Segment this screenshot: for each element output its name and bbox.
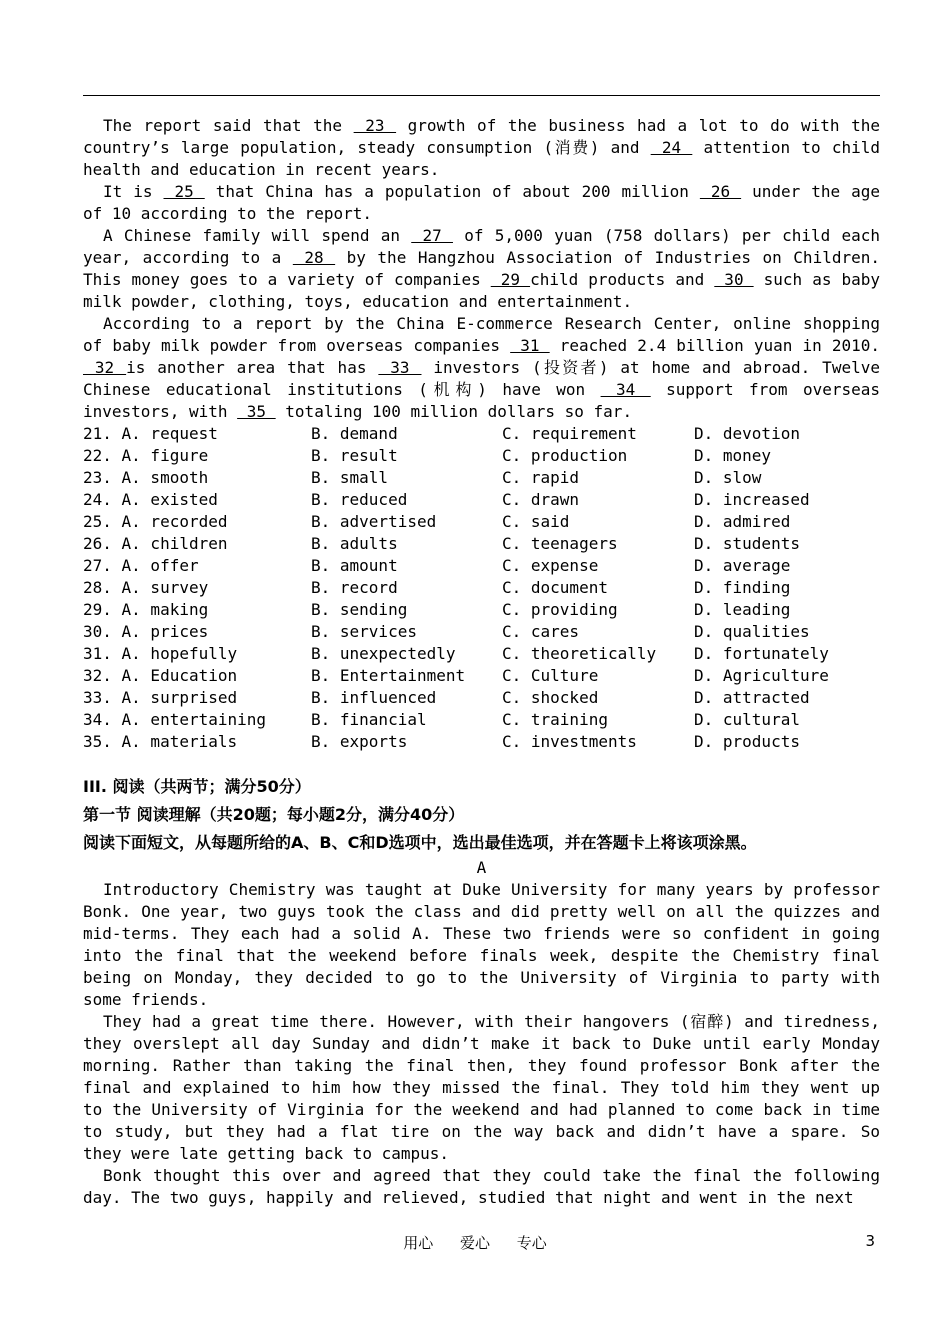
blank-30: 30 <box>714 270 754 289</box>
header-rule <box>83 95 880 96</box>
option-row-24 <box>83 489 880 511</box>
option-row-35 <box>83 731 880 753</box>
option-a: 23. A. smooth <box>83 468 209 487</box>
option-a: 21. A. request <box>83 424 218 443</box>
reading-paragraph-1: Introductory Chemistry was taught at Duke University for many years by professor Bonk. One year, two guys took the class and did pretty well on all the quizzes and mid-terms. They each had a solid A. These two friends were so confident in going into the final that the weekend before finals week, despite the Chemistry final being on Monday, they decided to go to the University of Virginia to party with some friends. <box>83 880 880 1009</box>
option-row-26 <box>83 533 880 555</box>
option-b: B. financial <box>311 710 427 729</box>
option-b: B. unexpectedly <box>311 644 456 663</box>
text: attention to child health and education in recent years. <box>83 138 880 179</box>
option-c: C. teenagers <box>502 534 618 553</box>
option-a: 29. A. making <box>83 600 209 619</box>
blank-25: 25 <box>163 182 205 201</box>
option-b: B. small <box>311 468 389 487</box>
option-a: 32. A. Education <box>83 666 238 685</box>
option-d: D. fortunately <box>694 644 829 663</box>
option-c: C. rapid <box>502 468 580 487</box>
text: child products and <box>530 270 715 289</box>
option-b: B. services <box>311 622 417 641</box>
option-d: D. slow <box>694 468 762 487</box>
blank-27: 27 <box>411 226 453 245</box>
blank-31: 31 <box>510 336 550 355</box>
option-a: 22. A. figure <box>83 446 209 465</box>
option-a: 34. A. entertaining <box>83 710 267 729</box>
part-title: 第一节 阅读理解（共20题；每小题2分，满分40分） <box>83 805 465 824</box>
option-row-30 <box>83 621 880 643</box>
option-c: C. training <box>502 710 608 729</box>
option-c: C. Culture <box>502 666 599 685</box>
instruction: 阅读下面短文，从每题所给的A、B、C和D选项中，选出最佳选项，并在答题卡上将该项涂黑。 <box>83 833 757 852</box>
option-row-23 <box>83 467 880 489</box>
option-a: 35. A. materials <box>83 732 238 751</box>
option-c: C. said <box>502 512 570 531</box>
option-b: B. influenced <box>311 688 437 707</box>
text: A Chinese family will spend an <box>103 226 412 245</box>
text: of 5,000 yuan (758 dollars) per child each year, according to a <box>83 226 880 267</box>
option-row-29 <box>83 599 880 621</box>
text: is another area that has <box>126 358 379 377</box>
option-row-28 <box>83 577 880 599</box>
blank-34: 34 <box>600 380 651 399</box>
option-b: B. exports <box>311 732 408 751</box>
option-d: D. Agriculture <box>694 666 829 685</box>
text: by the Hangzhou Association of Industries on Children. This money goes to a variety of companies <box>83 248 880 289</box>
blank-23: 23 <box>353 116 397 135</box>
option-d: D. qualities <box>694 622 810 641</box>
text: reached 2.4 billion yuan in 2010. <box>549 336 881 355</box>
section-title: III. 阅读（共两节；满分50分） <box>83 777 311 796</box>
blank-28: 28 <box>292 248 336 267</box>
cloze-paragraph-3 <box>83 225 880 313</box>
option-a: 28. A. survey <box>83 578 209 597</box>
option-d: D. devotion <box>694 424 800 443</box>
footer-motto: 用心 爱心 专心 <box>403 1234 547 1252</box>
text: The report said that the <box>103 116 354 135</box>
option-d: D. admired <box>694 512 791 531</box>
option-c: C. expense <box>502 556 599 575</box>
option-c: C. theoretically <box>502 644 657 663</box>
option-d: D. finding <box>694 578 791 597</box>
text: investors (投资者) at home and abroad. Twelve Chinese educational institutions (机构) have won <box>83 358 880 399</box>
option-c: C. document <box>502 578 608 597</box>
text: under the age of 10 according to the report. <box>83 182 881 223</box>
option-b: B. Entertainment <box>311 666 466 685</box>
option-c: C. investments <box>502 732 637 751</box>
blank-35: 35 <box>237 402 276 421</box>
option-c: C. production <box>502 446 628 465</box>
page-number: 3 <box>865 1232 875 1250</box>
option-d: D. cultural <box>694 710 800 729</box>
option-c: C. cares <box>502 622 580 641</box>
text: support from overseas investors, with <box>83 380 881 421</box>
option-b: B. record <box>311 578 398 597</box>
reading-paragraph-2: They had a great time there. However, with their hangovers (宿醉) and tiredness, they overslept all day Sunday and didn’t make it back to Duke until early Monday morning. Rather than taking the final then, they found professor Bonk after the final and explained to him how they missed the final. They told him they went up to the University of Virginia for the weekend and had planned to come back in time to study, but they had a flat tire on the way back and didn’t have a spare. So they were late getting back to campus. <box>83 1012 880 1163</box>
blank-24: 24 <box>650 138 693 157</box>
option-a: 31. A. hopefully <box>83 644 238 663</box>
option-a: 27. A. offer <box>83 556 199 575</box>
option-d: D. students <box>694 534 800 553</box>
option-row-33 <box>83 687 880 709</box>
option-c: C. providing <box>502 600 618 619</box>
option-row-32 <box>83 665 880 687</box>
option-c: C. requirement <box>502 424 637 443</box>
blank-33: 33 <box>378 358 422 377</box>
option-d: D. average <box>694 556 791 575</box>
option-d: D. leading <box>694 600 791 619</box>
options-list <box>83 423 880 753</box>
option-b: B. demand <box>311 424 398 443</box>
blank-29: 29 <box>490 270 531 289</box>
text: It is <box>103 182 164 201</box>
text: totaling 100 million dollars so far. <box>275 402 633 421</box>
option-c: C. shocked <box>502 688 599 707</box>
cloze-paragraph-4 <box>83 313 880 423</box>
content <box>83 115 880 1209</box>
option-row-27 <box>83 555 880 577</box>
option-row-34 <box>83 709 880 731</box>
option-row-25 <box>83 511 880 533</box>
option-row-31 <box>83 643 880 665</box>
option-b: B. reduced <box>311 490 408 509</box>
cloze-paragraph-1 <box>83 115 880 181</box>
blank-26: 26 <box>699 182 742 201</box>
reading-paragraph-3: Bonk thought this over and agreed that they could take the final the following day. The two guys, happily and relieved, studied that night and went in the next <box>83 1166 880 1207</box>
option-row-22 <box>83 445 880 467</box>
option-b: B. amount <box>311 556 398 575</box>
option-a: 30. A. prices <box>83 622 209 641</box>
option-b: B. result <box>311 446 398 465</box>
text: that China has a population of about 200 million <box>204 182 700 201</box>
cloze-paragraph-2 <box>83 181 880 225</box>
option-d: D. attracted <box>694 688 810 707</box>
option-row-21 <box>83 423 880 445</box>
option-a: 33. A. surprised <box>83 688 238 707</box>
text: According to a report by the China E-commerce Research Center, online shopping of baby milk powder from overseas companies <box>83 314 880 355</box>
option-d: D. money <box>694 446 772 465</box>
blank-32: 32 <box>83 358 127 377</box>
option-a: 25. A. recorded <box>83 512 228 531</box>
text: growth of the business had a lot to do with the country’s large population, steady consumption (消费) and <box>83 116 881 157</box>
section-reading <box>83 773 880 1209</box>
option-c: C. drawn <box>502 490 580 509</box>
text: such as baby milk powder, clothing, toys, education and entertainment. <box>83 270 881 311</box>
passage-letter: A <box>476 858 487 877</box>
option-a: 24. A. existed <box>83 490 218 509</box>
option-d: D. products <box>694 732 800 751</box>
option-b: B. advertised <box>311 512 437 531</box>
option-d: D. increased <box>694 490 810 509</box>
option-b: B. adults <box>311 534 398 553</box>
option-b: B. sending <box>311 600 408 619</box>
option-a: 26. A. children <box>83 534 228 553</box>
